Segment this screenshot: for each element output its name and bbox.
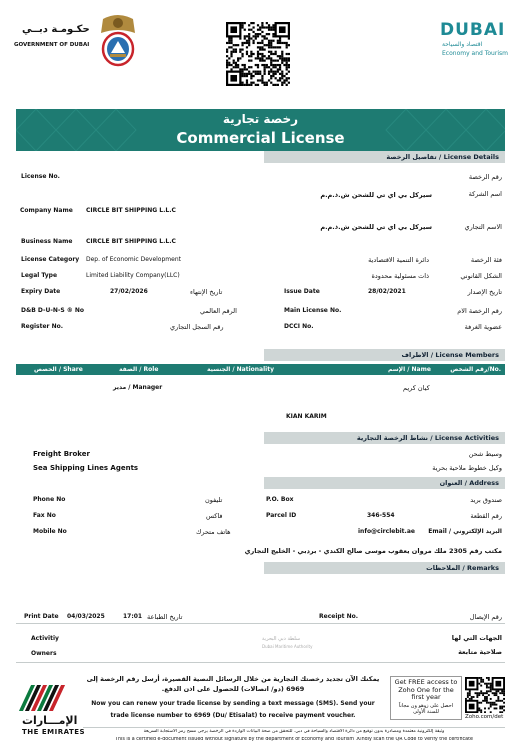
- renewal-notice-ar: يمكنك الآن تجديد رخصتك التجارية من خلال الرسائل النصية القصيرة، أرسل رقم الرخصة إلى 6969 (دو/ اتصالات) للحصول على اذن الدفع.: [86, 675, 380, 693]
- section-license-members: الاطراف / License Members: [264, 349, 505, 361]
- det-logo-wordmark: DUBAI: [440, 20, 506, 40]
- certification-en: This is a certified e-document issued without signature by the department of Economy and Tourism .Kindly scan the QR Code to verify the certificate: [115, 737, 473, 742]
- company-name-value: CIRCLE BIT SHIPPING L.L.C: [86, 207, 176, 214]
- section-remarks: الملاحظات / Remarks: [264, 562, 505, 574]
- business-name-label: Business Name: [21, 238, 73, 245]
- expiry-date-value: 27/02/2026: [110, 288, 148, 295]
- mobile-ar-label: هاتف متحرك: [196, 528, 231, 536]
- pobox-label: P.O. Box: [266, 496, 294, 503]
- receipt-no-ar-label: رقم الإيصال: [469, 613, 502, 621]
- activity-1-en: Freight Broker: [33, 450, 90, 458]
- dcci-no-label: DCCI No.: [284, 323, 314, 330]
- members-col-role: الصفة / Role: [119, 366, 159, 373]
- legal-type-ar-value: ذات مسئولية محدودة: [371, 272, 429, 280]
- renewal-notice: [83, 674, 383, 722]
- title-english: Commercial License: [176, 129, 345, 147]
- license-no-ar-label: رقم الرخصة: [468, 173, 502, 181]
- section-license-details: تفاصيل الرخصة / License Details: [264, 151, 505, 163]
- phone-ar-label: تليفون: [205, 496, 223, 504]
- uae-emblem-en: THE EMIRATES: [22, 728, 86, 736]
- det-logo: [440, 20, 512, 64]
- duns-label: D&B D-U-N-S ® No: [21, 307, 84, 314]
- header-qr-code-icon: [226, 22, 290, 86]
- authority-owners-ar: صلاحية متابعة: [458, 648, 502, 656]
- print-time-value: 17:01: [123, 613, 143, 620]
- register-no-ar-label: رقم السجل التجاري: [170, 323, 224, 331]
- member-name-en: KIAN KARIM: [286, 413, 327, 420]
- legal-type-ar-label: الشكل القانوني: [460, 272, 502, 280]
- activity-1-ar: وسيط شحن: [468, 450, 502, 458]
- title-banner: [16, 109, 505, 151]
- uae-emblem-ar: الإمـــارات: [22, 714, 78, 727]
- email-label: Email / البريد الإلكتروني: [428, 528, 502, 535]
- legal-type-label: Legal Type: [21, 272, 58, 279]
- license-category-ar-value: دائرة التنمية الاقتصادية: [368, 256, 429, 264]
- section-address: العنوان / Address: [264, 477, 505, 489]
- uae-emblem-stripes-icon: [18, 683, 80, 713]
- det-logo-english: Economy and Tourism: [442, 50, 508, 57]
- business-name-value: CIRCLE BIT SHIPPING L.L.C: [86, 238, 176, 245]
- main-license-ar-label: رقم الرخصة الام: [457, 307, 502, 315]
- license-category-label: License Category: [21, 256, 80, 263]
- register-no-label: Register No.: [21, 323, 64, 330]
- zoho-promo-ar: احصل على زوهو ون مجاناً للسنة الأولى: [398, 702, 454, 715]
- uae-emblem: [18, 683, 86, 738]
- section-license-activities: نشاط الرخصة التجارية / License Activities: [264, 432, 505, 444]
- members-col-no: رقم الشخص/No.: [450, 366, 501, 373]
- members-col-nationality: الجنسية / Nationality: [207, 366, 274, 373]
- authority-owners-label: Owners: [31, 650, 57, 657]
- company-name-ar-value: سيركل بي اي تي للشحن ش.ذ.م.م: [320, 191, 432, 199]
- duns-ar-label: الرقم العالمي: [200, 307, 237, 315]
- members-col-name: الإسم / Name: [388, 366, 431, 373]
- authority-activity-ar: الجهات التي لها: [451, 634, 502, 642]
- legal-type-value: Limited Liability Company(LLC): [86, 272, 180, 279]
- license-category-value: Dep. of Economic Development: [86, 256, 181, 263]
- print-divider: [16, 623, 505, 624]
- maritime-authority-stamp: [258, 636, 338, 656]
- issue-date-label: Issue Date: [284, 288, 320, 295]
- authorities-divider: [16, 662, 505, 663]
- license-category-ar-label: فئة الرخصة: [470, 256, 502, 264]
- members-table-header: [16, 364, 505, 375]
- office-address-ar: مكتب رقم 2305 ملك مروان يعقوب موسى صالح الكندي - بردبي - الخليج التجاري: [244, 547, 502, 555]
- license-no-label: License No.: [21, 173, 60, 180]
- zoho-qr-code-icon[interactable]: [465, 677, 505, 713]
- renewal-notice-en: Now you can renew your trade license by sending a text message (SMS). Send your trade license number to 6969 (Du/ Etisalat) to receive payment voucher.: [91, 700, 375, 719]
- parcel-value: 346-554: [367, 512, 395, 519]
- gov-dubai-english: GOVERNMENT OF DUBAI: [14, 42, 90, 48]
- fax-label: Fax No: [33, 512, 56, 519]
- certification-ar: وثيقة إلكترونية معتمدة ومصادرة بدون توقيع من دائرة الاقتصاد والسياحة في دبي. للتحقق من صحة البيانات الواردة في الرخصة يرجى مسح رمز الاستجابة السريعة: [143, 729, 445, 734]
- mobile-label: Mobile No: [33, 528, 67, 535]
- print-date-value: 04/03/2025: [67, 613, 105, 620]
- zoho-promo: [390, 676, 462, 720]
- zoho-promo-text: Get FREE access to Zoho One for the first year: [394, 678, 458, 701]
- expiry-date-ar-label: تاريخ الإنتهاء: [190, 288, 223, 296]
- gov-dubai-arabic: حكـومـة دبــي: [22, 24, 90, 35]
- email-value: info@circlebit.ae: [358, 528, 415, 535]
- gov-dubai-logo: [14, 18, 94, 58]
- trade-name-ar-value: سيركل بي اي تي للشحن ش.ذ.م.م: [320, 223, 432, 231]
- title-arabic: رخصة تجارية: [222, 112, 299, 126]
- member-name-ar: كيان كريم: [403, 384, 430, 392]
- print-date-ar-label: تاريخ الطباعة: [147, 613, 183, 621]
- main-license-label: Main License No.: [284, 307, 342, 314]
- company-name-ar-label: اسم الشركة: [468, 190, 502, 198]
- det-logo-arabic: اقتصاد والسياحة: [442, 41, 483, 48]
- pobox-ar-label: صندوق بريد: [470, 496, 502, 504]
- member-role: مدير / Manager: [113, 384, 163, 391]
- expiry-date-label: Expiry Date: [21, 288, 61, 295]
- zoho-url[interactable]: Zoho.com/det: [465, 714, 504, 720]
- parcel-ar-label: رقم القطعة: [470, 512, 502, 520]
- company-name-label: Company Name: [20, 207, 73, 214]
- parcel-label: Parcel ID: [266, 512, 297, 519]
- dcci-no-ar-label: عضوية الغرفة: [464, 323, 502, 331]
- activity-2-ar: وكيل خطوط ملاحية بحرية: [432, 464, 502, 472]
- maritime-stamp-en: Dubai Maritime Authority: [262, 644, 313, 649]
- activity-2-en: Sea Shipping Lines Agents: [33, 464, 139, 472]
- members-col-share: الحصص / Share: [34, 366, 83, 373]
- authority-activity-label: Activitiy: [31, 635, 59, 642]
- trade-name-ar-label: الاسم التجاري: [464, 223, 502, 231]
- fax-ar-label: فاكس: [206, 512, 223, 520]
- maritime-stamp-ar: سلطة دبي البحرية: [262, 636, 301, 642]
- dubai-crest-icon: [93, 13, 143, 68]
- receipt-no-label: Receipt No.: [319, 613, 359, 620]
- footer-divider: [83, 727, 505, 728]
- print-date-label: Print Date: [24, 613, 59, 620]
- phone-label: Phone No: [33, 496, 66, 503]
- issue-date-ar-label: تاريخ الإصدار: [467, 288, 502, 296]
- issue-date-value: 28/02/2021: [368, 288, 406, 295]
